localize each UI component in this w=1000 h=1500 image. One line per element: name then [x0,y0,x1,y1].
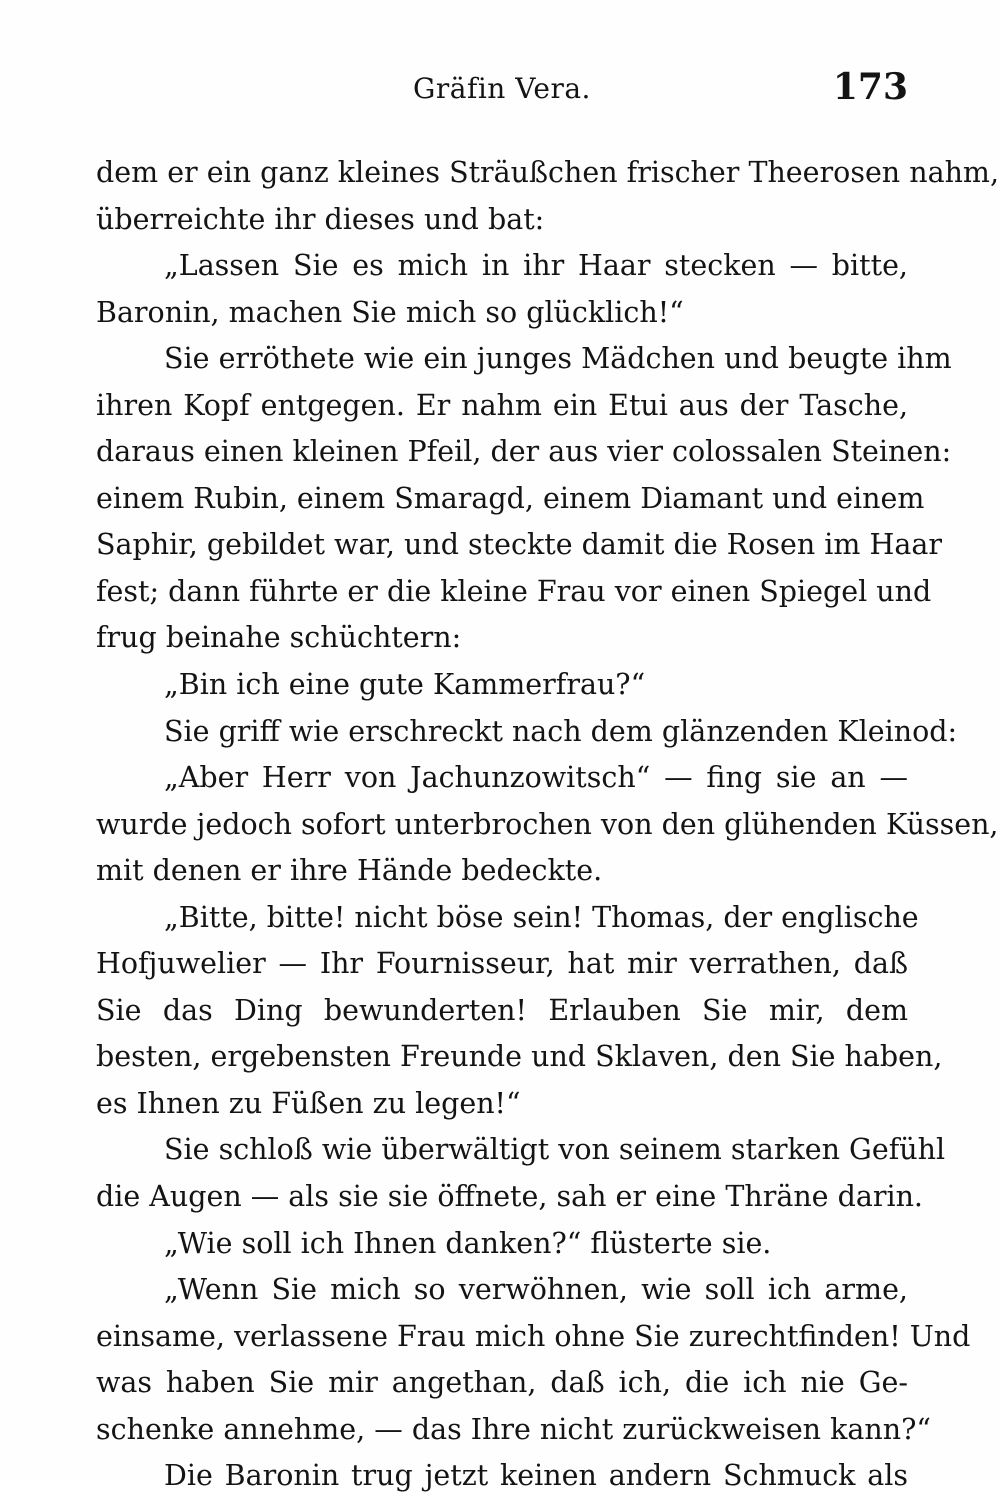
text-line: Die Baronin trug jetzt keinen andern Schmuck als [164,1459,908,1493]
text-line: „Bitte, bitte! nicht böse sein! Thomas, der englische [164,900,919,934]
text-line: wurde jedoch sofort unterbrochen von den glühenden Küssen, [96,807,999,841]
text-line: Sie griff wie erschreckt nach dem glänzenden Kleinod: [164,714,958,748]
text-line: einsame, verlassene Frau mich ohne Sie zurechtfinden! Und [96,1319,971,1353]
text-line: schenke annehme, — das Ihre nicht zurückweisen kann?“ [96,1412,931,1446]
text-line: Baronin, machen Sie mich so glücklich!“ [96,295,684,329]
text-line: dem er ein ganz kleines Sträußchen frischer Theerosen nahm, [96,156,1000,189]
text-line: einem Rubin, einem Smaragd, einem Diamant und einem [96,481,925,515]
text-line: die Augen — als sie sie öffnete, sah er eine Thräne darin. [96,1180,923,1214]
text-line: „Bin ich eine gute Kammerfrau?“ [164,668,646,702]
text-line: „Wie soll ich Ihnen danken?“ flüsterte sie. [164,1226,772,1260]
page-number: 173 [832,66,908,108]
text-line: „Aber Herr von Jachunzowitsch“ — fing sie an — [164,761,908,795]
text-line: ihren Kopf entgegen. Er nahm ein Etui aus der Tasche, [96,388,908,422]
text-line: Sie das Ding bewunderten! Erlauben Sie mir, dem [96,993,908,1027]
text-line: was haben Sie mir angethan, daß ich, die ich nie Ge- [96,1366,908,1400]
text-line: mit denen er ihre Hände bedeckte. [96,854,603,888]
text-line: „Wenn Sie mich so verwöhnen, wie soll ich arme, [164,1273,908,1307]
running-title: Gräfin Vera. [413,72,591,105]
page-header [96,62,908,118]
text-line: überreichte ihr dieses und bat: [96,202,545,236]
text-line: „Lassen Sie es mich in ihr Haar stecken — bitte, [164,249,908,283]
text-line: frug beinahe schüchtern: [96,621,462,655]
text-line: es Ihnen zu Füßen zu legen!“ [96,1086,521,1120]
text-line: fest; dann führte er die kleine Frau vor einen Spiegel und [96,574,932,608]
body-text [96,150,1000,1500]
text-line: Sie schloß wie überwältigt von seinem starken Gefühl [164,1133,946,1167]
text-line: Sie erröthete wie ein junges Mädchen und beugte ihm [164,342,952,376]
text-line: Saphir, gebildet war, und steckte damit die Rosen im Haar [96,528,942,562]
text-line: Hofjuwelier — Ihr Fournisseur, hat mir verrathen, daß [96,947,908,981]
text-line: daraus einen kleinen Pfeil, der aus vier colossalen Steinen: [96,435,952,469]
text-line: besten, ergebensten Freunde und Sklaven, den Sie haben, [96,1040,943,1074]
